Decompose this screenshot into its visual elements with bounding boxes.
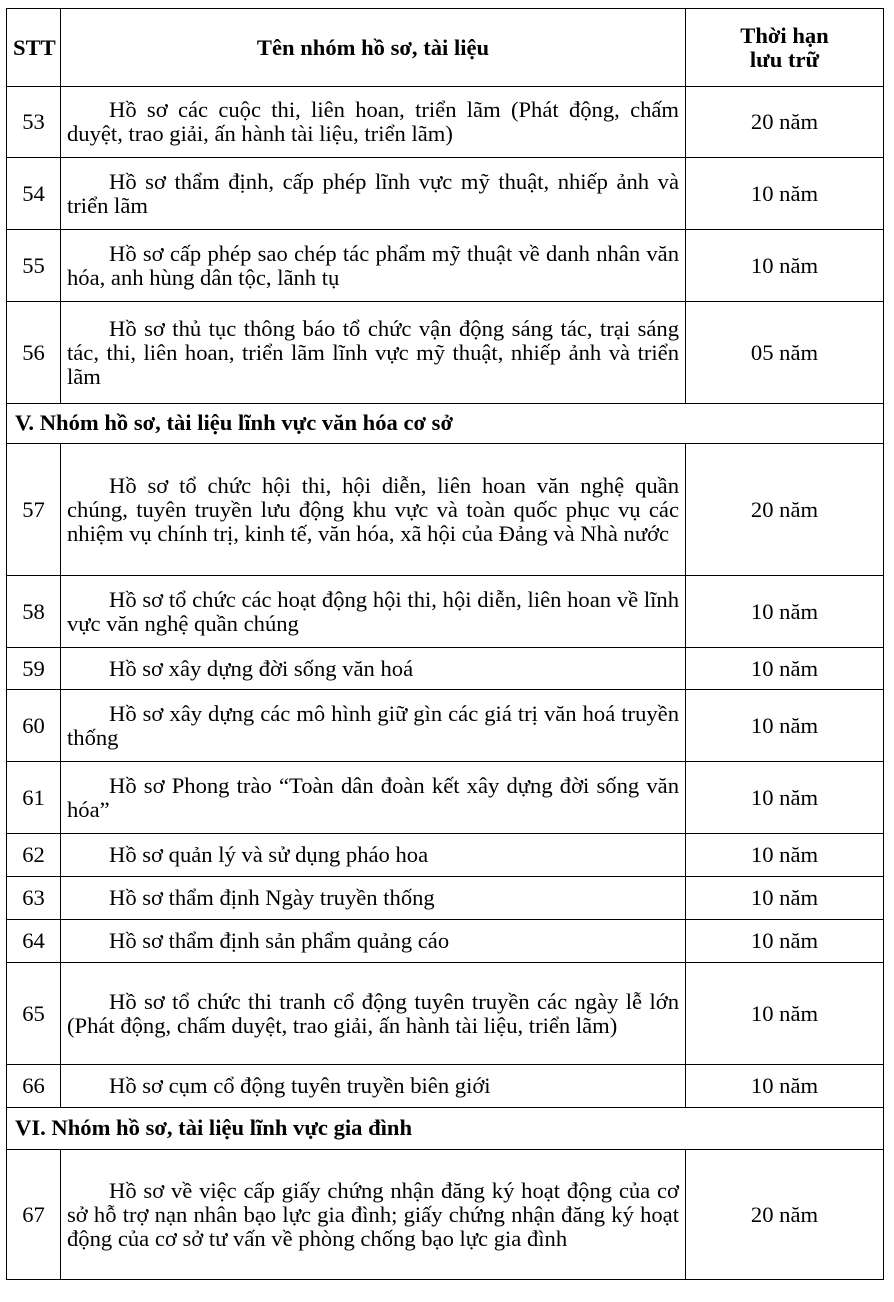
- table-row: [7, 963, 884, 1065]
- row-stt: 55: [7, 230, 61, 302]
- table-row: [7, 1150, 884, 1280]
- row-stt: 53: [7, 87, 61, 158]
- row-name: [61, 158, 686, 230]
- row-name-text: Hồ sơ quản lý và sử dụng pháo hoa: [109, 842, 429, 867]
- table-row: [7, 690, 884, 762]
- table-row: [7, 762, 884, 834]
- row-name: [61, 690, 686, 762]
- table-row: [7, 834, 884, 877]
- table-row: [7, 920, 884, 963]
- row-stt: 56: [7, 302, 61, 404]
- row-term: 20 năm: [686, 87, 884, 158]
- row-term: 10 năm: [686, 762, 884, 834]
- row-name-text: Hồ sơ thủ tục thông báo tổ chức vận động sáng tác, trại sáng tác, thi, liên hoan, triển lãm lĩnh vực mỹ thuật, nhiếp ảnh và triển lãm: [67, 315, 679, 389]
- row-stt: 60: [7, 690, 61, 762]
- retention-table: [6, 8, 884, 1280]
- row-name-text: Hồ sơ thẩm định, cấp phép lĩnh vực mỹ thuật, nhiếp ảnh và triển lãm: [67, 168, 679, 218]
- section-heading-row: [7, 1108, 884, 1150]
- row-name-text: Hồ sơ tổ chức thi tranh cổ động tuyên truyền các ngày lễ lớn (Phát động, chấm duyệt, trao giải, ấn hành tài liệu, triển lãm): [67, 988, 679, 1038]
- row-term: 10 năm: [686, 963, 884, 1065]
- row-name-text: Hồ sơ thẩm định sản phẩm quảng cáo: [109, 928, 450, 953]
- row-term: 10 năm: [686, 158, 884, 230]
- row-stt: 58: [7, 576, 61, 648]
- table-row: [7, 302, 884, 404]
- row-name: [61, 576, 686, 648]
- row-stt: 66: [7, 1065, 61, 1108]
- row-term: 05 năm: [686, 302, 884, 404]
- section-heading-row: [7, 404, 884, 444]
- section-6-title: VI. Nhóm hồ sơ, tài liệu lĩnh vực gia đình: [7, 1108, 884, 1150]
- row-name: [61, 963, 686, 1065]
- row-stt: 61: [7, 762, 61, 834]
- row-stt: 62: [7, 834, 61, 877]
- row-term: 10 năm: [686, 834, 884, 877]
- header-name: Tên nhóm hồ sơ, tài liệu: [61, 9, 686, 87]
- row-term: 10 năm: [686, 648, 884, 690]
- table-row: [7, 158, 884, 230]
- row-name: [61, 762, 686, 834]
- header-term-line2: lưu trữ: [749, 46, 820, 72]
- row-name-text: Hồ sơ Phong trào “Toàn dân đoàn kết xây dựng đời sống văn hóa”: [67, 772, 679, 822]
- row-name: [61, 877, 686, 920]
- row-term: 10 năm: [686, 1065, 884, 1108]
- table-row: [7, 87, 884, 158]
- row-name: [61, 302, 686, 404]
- row-name: [61, 920, 686, 963]
- row-stt: 64: [7, 920, 61, 963]
- table-row: [7, 576, 884, 648]
- row-term: 10 năm: [686, 576, 884, 648]
- row-name: [61, 1150, 686, 1280]
- row-name-text: Hồ sơ xây dựng các mô hình giữ gìn các giá trị văn hoá truyền thống: [67, 700, 679, 750]
- row-name: [61, 444, 686, 576]
- row-name: [61, 834, 686, 877]
- row-name: [61, 648, 686, 690]
- row-term: 10 năm: [686, 690, 884, 762]
- row-name-text: Hồ sơ tổ chức các hoạt động hội thi, hội diễn, liên hoan về lĩnh vực văn nghệ quần chúng: [67, 586, 679, 636]
- row-name-text: Hồ sơ về việc cấp giấy chứng nhận đăng ký hoạt động của cơ sở hỗ trợ nạn nhân bạo lực gia đình; giấy chứng nhận đăng ký hoạt động của cơ sở tư vấn về phòng chống bạo lực gia đình: [67, 1177, 679, 1251]
- row-term: 10 năm: [686, 877, 884, 920]
- row-name: [61, 1065, 686, 1108]
- row-stt: 63: [7, 877, 61, 920]
- row-term: 10 năm: [686, 230, 884, 302]
- section-5-title: V. Nhóm hồ sơ, tài liệu lĩnh vực văn hóa cơ sở: [7, 404, 884, 444]
- row-name-text: Hồ sơ tổ chức hội thi, hội diễn, liên hoan văn nghệ quần chúng, tuyên truyền lưu động khu vực và toàn quốc phục vụ các nhiệm vụ chính trị, kinh tế, văn hóa, xã hội của Đảng và Nhà nước: [67, 472, 679, 546]
- row-name-text: Hồ sơ xây dựng đời sống văn hoá: [109, 655, 414, 681]
- header-stt: STT: [7, 9, 61, 87]
- row-name-text: Hồ sơ thẩm định Ngày truyền thống: [109, 885, 435, 910]
- row-name-text: Hồ sơ cụm cổ động tuyên truyền biên giới: [109, 1073, 491, 1098]
- row-name: [61, 87, 686, 158]
- table-row: [7, 230, 884, 302]
- row-name: [61, 230, 686, 302]
- table-row: [7, 877, 884, 920]
- row-name-text: Hồ sơ các cuộc thi, liên hoan, triển lãm (Phát động, chấm duyệt, trao giải, ấn hành tài liệu, triển lãm): [67, 97, 679, 146]
- table-row: [7, 1065, 884, 1108]
- header-term: [686, 9, 884, 87]
- row-term: 20 năm: [686, 444, 884, 576]
- row-stt: 59: [7, 648, 61, 690]
- row-stt: 57: [7, 444, 61, 576]
- row-stt: 54: [7, 158, 61, 230]
- row-term: 20 năm: [686, 1150, 884, 1280]
- header-term-line1: Thời hạn: [740, 22, 829, 48]
- table-row: [7, 444, 884, 576]
- row-name-text: Hồ sơ cấp phép sao chép tác phẩm mỹ thuật về danh nhân văn hóa, anh hùng dân tộc, lãnh tụ: [67, 240, 679, 290]
- table-row: [7, 648, 884, 690]
- row-term: 10 năm: [686, 920, 884, 963]
- table-header-row: [7, 9, 884, 87]
- row-stt: 67: [7, 1150, 61, 1280]
- row-stt: 65: [7, 963, 61, 1065]
